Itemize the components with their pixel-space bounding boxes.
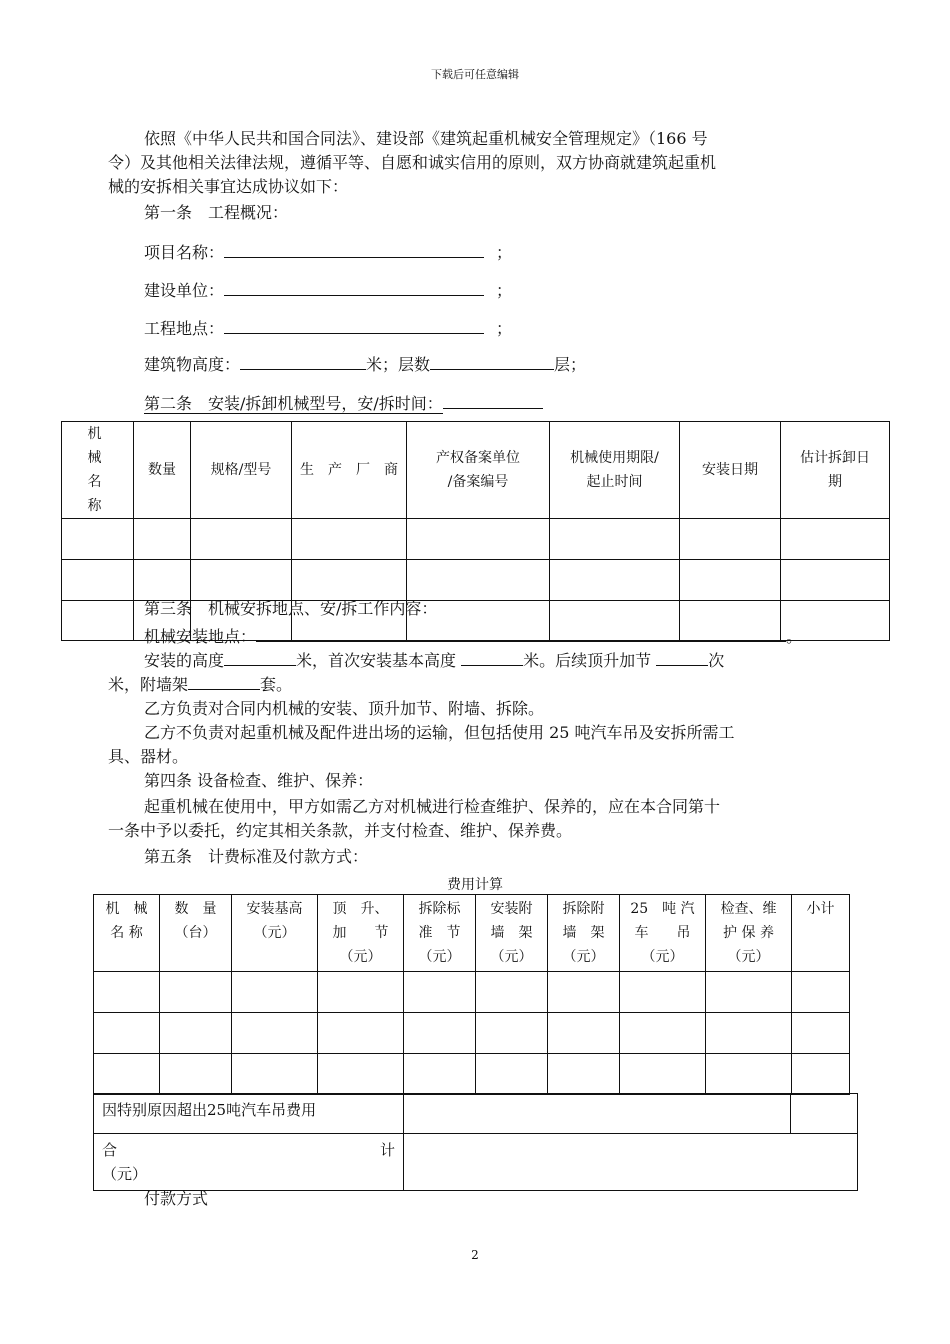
table-row xyxy=(62,519,890,560)
wall-brace-row xyxy=(108,672,292,696)
height-label: 建筑物高度： xyxy=(144,355,241,374)
install-height-row xyxy=(144,648,724,672)
col-manufacturer: 生 产 厂 商 xyxy=(292,422,407,519)
art1-title: 第一条 工程概况： xyxy=(144,203,289,222)
col-quantity: 数量 xyxy=(134,422,191,519)
col-install-date: 安装日期 xyxy=(680,422,781,519)
base-height-label: 米，首次安装基本高度 xyxy=(296,651,457,670)
base-height-field[interactable] xyxy=(461,648,523,666)
transport-text-2: 具、器材。 xyxy=(108,747,189,766)
install-time-field[interactable] xyxy=(443,388,543,409)
fee-col-subtotal: 小计 xyxy=(792,895,850,972)
location-row xyxy=(144,316,512,340)
extra-crane-label: 因特别原因超出25吨汽车吊费用 xyxy=(94,1094,404,1134)
semicolon: ； xyxy=(496,319,513,338)
total-label-left: 合 xyxy=(102,1141,118,1159)
sets-label: 套。 xyxy=(260,675,293,694)
fee-col-remove-section: 拆除标 准 节 （元） xyxy=(404,895,476,972)
fee-col-quantity: 数 量 （台） xyxy=(160,895,232,972)
total-label-cell xyxy=(94,1134,404,1191)
builder-field[interactable] xyxy=(224,278,484,296)
height-field[interactable] xyxy=(240,352,366,370)
install-height-field[interactable] xyxy=(224,648,296,666)
fee-col-maintenance: 检查、维 护 保 养 （元） xyxy=(706,895,792,972)
project-name-label: 项目名称： xyxy=(144,243,225,262)
total-label-right: 计 xyxy=(379,1141,395,1159)
install-site-row xyxy=(144,624,802,648)
col-removal-date: 估计拆卸日 期 xyxy=(781,422,890,519)
total-value[interactable] xyxy=(404,1134,858,1191)
col-machine-name: 机 械 名 称 xyxy=(62,422,134,519)
art2-title: 第二条 安装/拆卸机械型号，安/拆时间： xyxy=(144,394,443,413)
install-height-label: 安装的高度 xyxy=(144,651,225,670)
location-label: 工程地点： xyxy=(144,319,225,338)
page-header: 下载后可任意编辑 xyxy=(431,68,519,81)
table-row xyxy=(94,1054,850,1095)
wall-brace-field[interactable] xyxy=(188,672,260,690)
machine-table-header xyxy=(62,422,890,519)
install-site-field[interactable] xyxy=(256,624,786,642)
fee-col-base-install: 安装基高 （元） xyxy=(232,895,318,972)
install-site-label: 机械安装地点： xyxy=(144,627,257,646)
payment-method: 付款方式 xyxy=(144,1189,209,1208)
total-row xyxy=(94,1134,858,1191)
fee-col-crane: 25 吨 汽 车 吊 （元） xyxy=(620,895,706,972)
fee-table-caption: 费用计算 xyxy=(447,877,503,893)
jacking-field[interactable] xyxy=(656,648,708,666)
art4-text-1: 起重机械在使用中，甲方如需乙方对机械进行检查维护、保养的，应在本合同第十 xyxy=(144,797,721,816)
total-unit: （元） xyxy=(102,1165,148,1183)
fee-col-install-brace: 安装附 墙 架 （元） xyxy=(476,895,548,972)
building-height-row xyxy=(144,352,586,376)
floors-field[interactable] xyxy=(430,352,554,370)
extra-crane-row xyxy=(94,1094,858,1134)
col-property-record: 产权备案单位 /备案编号 xyxy=(407,422,550,519)
builder-label: 建设单位： xyxy=(144,281,225,300)
fee-table-header xyxy=(94,895,850,972)
project-name-field[interactable] xyxy=(224,240,484,258)
scope-text: 乙方负责对合同内机械的安装、顶升加节、附墙、拆除。 xyxy=(144,699,545,718)
location-field[interactable] xyxy=(224,316,484,334)
semicolon: ； xyxy=(496,243,513,262)
intro-line-3: 械的安拆相关事宜达成协议如下： xyxy=(108,177,349,196)
fee-col-jacking: 顶 升、 加 节 （元） xyxy=(318,895,404,972)
fee-col-machine: 机 械 名 称 xyxy=(94,895,160,972)
floors-end-text: 层； xyxy=(554,355,587,374)
art3-title: 第三条 机械安拆地点、安/拆工作内容： xyxy=(144,599,438,618)
fee-summary-table xyxy=(93,1093,858,1191)
jacking-label: 米。后续顶升加节 xyxy=(523,651,652,670)
period: 。 xyxy=(786,627,803,646)
art2-title-row xyxy=(144,388,543,415)
table-row xyxy=(94,1013,850,1054)
page-number: 2 xyxy=(471,1248,479,1262)
art4-title: 第四条 设备检查、维护、保养： xyxy=(144,771,374,790)
art4-text-2: 一条中予以委托，约定其相关条款，并支付检查、维护、保养费。 xyxy=(108,821,573,840)
builder-row xyxy=(144,278,512,302)
intro-line-2: 令）及其他相关法律法规，遵循平等、自愿和诚实信用的原则，双方协商就建筑起重机 xyxy=(108,153,717,172)
extra-crane-subtotal[interactable] xyxy=(791,1094,858,1134)
transport-text-1: 乙方不负责对起重机械及配件进出场的运输，但包括使用 25 吨汽车吊及安拆所需工 xyxy=(144,723,735,742)
project-name-row xyxy=(144,240,512,264)
wall-brace-label: 米，附墙架 xyxy=(108,675,189,694)
col-usage-period: 机械使用期限/ 起止时间 xyxy=(550,422,680,519)
fee-table xyxy=(93,894,850,1095)
intro-line-1: 依照《中华人民共和国合同法》、建设部《建筑起重机械安全管理规定》（166 号 xyxy=(144,129,708,148)
semicolon: ； xyxy=(496,281,513,300)
extra-crane-value[interactable] xyxy=(404,1094,791,1134)
art5-title: 第五条 计费标准及付款方式： xyxy=(144,847,369,866)
table-row xyxy=(94,972,850,1013)
table-row xyxy=(62,560,890,601)
col-model: 规格/型号 xyxy=(191,422,292,519)
fee-col-remove-brace: 拆除附 墙 架 （元） xyxy=(548,895,620,972)
meter-floors-text: 米；层数 xyxy=(366,355,431,374)
times-label: 次 xyxy=(708,651,725,670)
